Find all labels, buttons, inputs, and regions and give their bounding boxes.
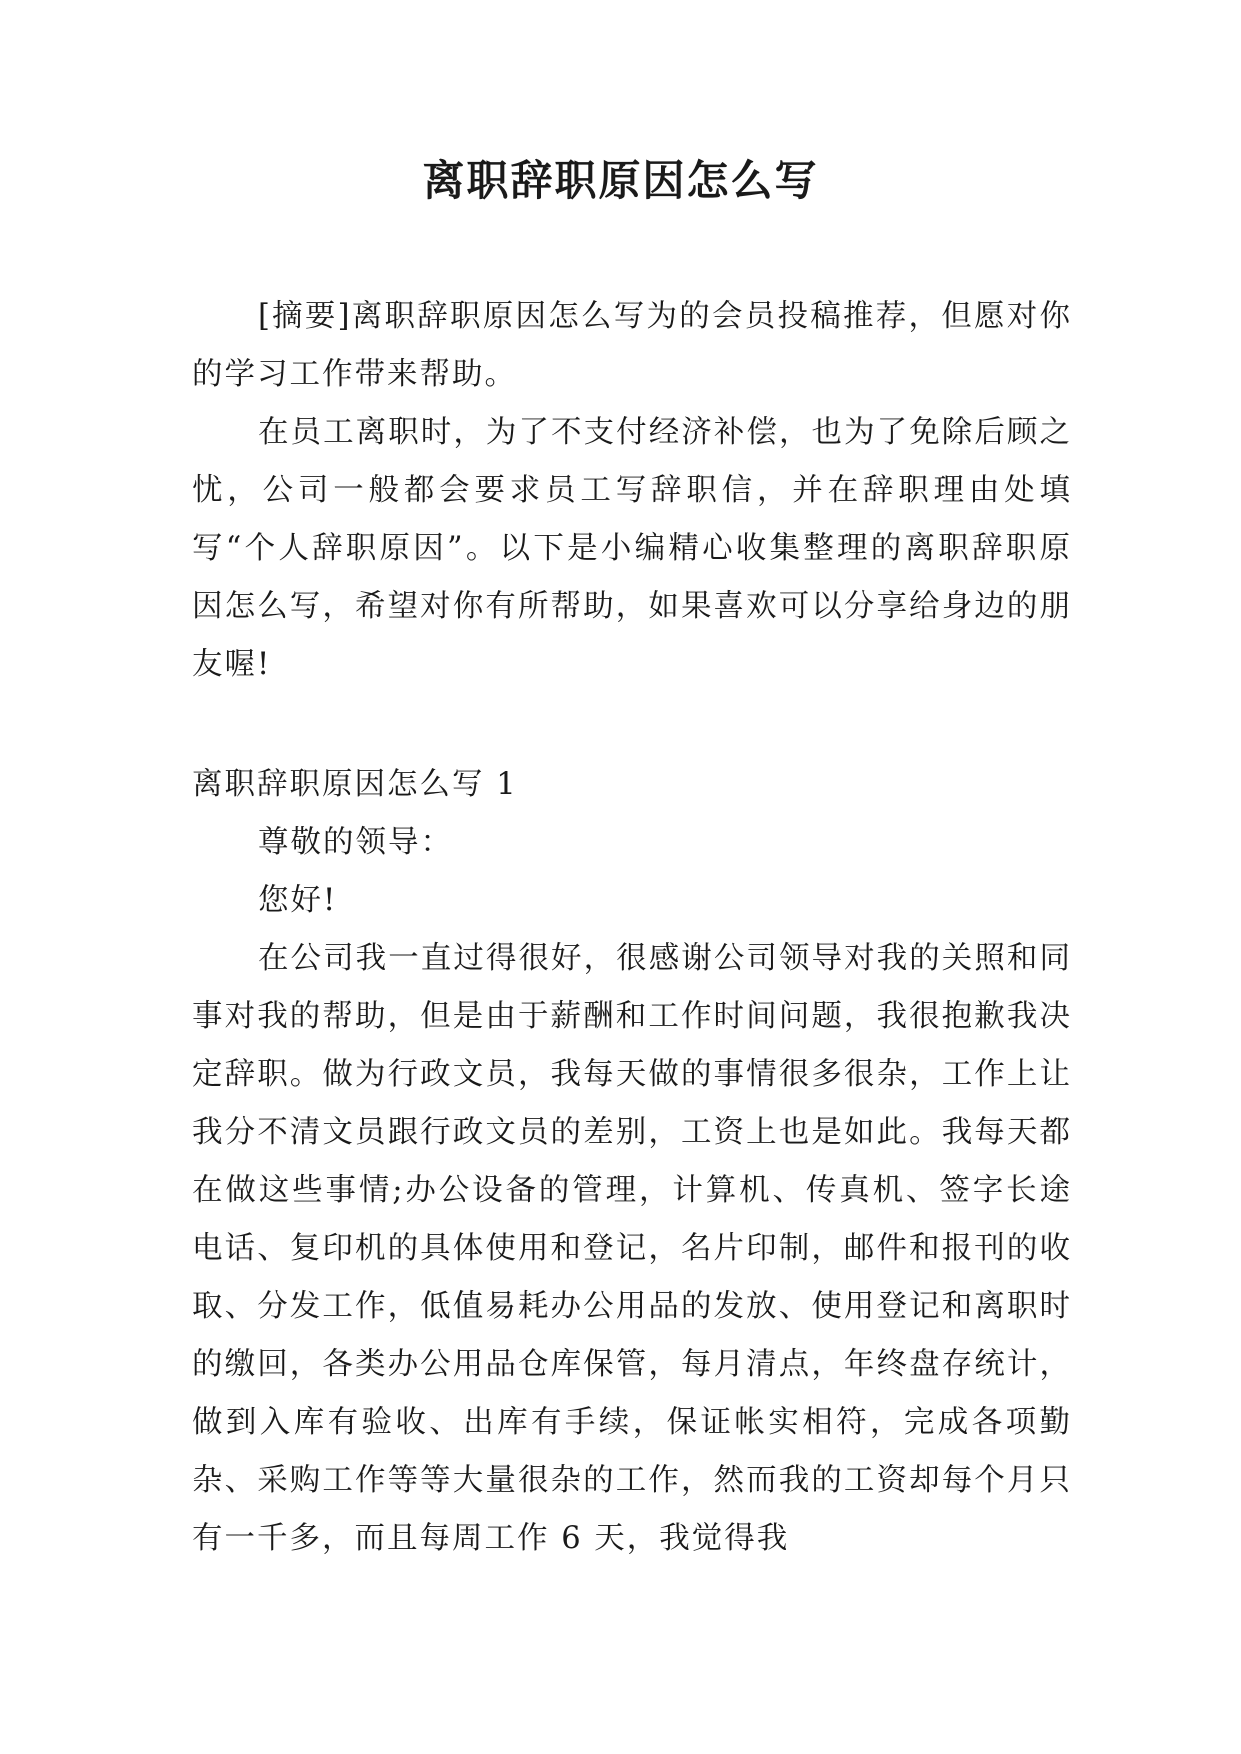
letter-body-paragraph: 在公司我一直过得很好，很感谢公司领导对我的关照和同事对我的帮助，但是由于薪酬和工作时间问题，我很抱歉我决定辞职。做为行政文员，我每天做的事情很多很杂，工作上让我分不清文员跟行政文员的差别，工资上也是如此。我每天都在做这些事情;办公设备的管理，计算机、传真机、签字长途电话、复印机的具体使用和登记，名片印制，邮件和报刊的收取、分发工作，低值易耗办公用品的发放、使用登记和离职时的缴回，各类办公用品仓库保管，每月清点，年终盘存统计，做到入库有验收、出库有手续，保证帐实相符，完成各项勤杂、采购工作等等大量很杂的工作，然而我的工资却每个月只有一千多，而且每周工作 6 天，我觉得我 [192,941,1072,1556]
intro-paragraph: 在员工离职时，为了不支付经济补偿，也为了免除后顾之忧，公司一般都会要求员工写辞职信，并在辞职理由处填写“个人辞职原因”。以下是小编精心收集整理的离职辞职原因怎么写，希望对你有所帮助，如果喜欢可以分享给身边的朋友喔! [192,415,1072,682]
abstract-paragraph: [摘要]离职辞职原因怎么写为的会员投稿推荐，但愿对你的学习工作带来帮助。 [192,299,1072,392]
document-title: 离职辞职原因怎么写 [422,156,819,205]
section-heading: 离职辞职原因怎么写 1 [192,767,518,802]
letter-salutation: 尊敬的领导： [258,825,453,860]
letter-greeting: 您好! [258,883,338,918]
